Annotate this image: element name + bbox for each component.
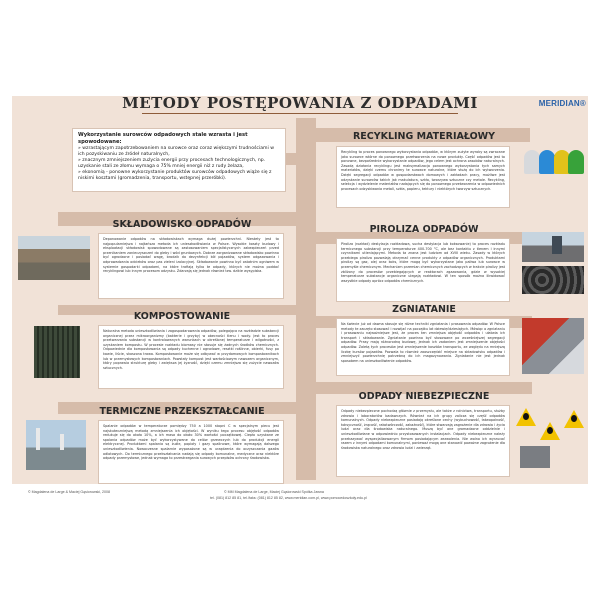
section-title-zgniatanie: ZGNIATANIE (392, 304, 456, 315)
tires-image (522, 266, 584, 294)
section-title-recykling: RECYKLING MATERIAŁOWY (352, 131, 496, 142)
footer-copyright: © Magdalena de Large & Maciej Gąsiorowski, 2008 (28, 490, 110, 494)
title-divider (142, 113, 458, 114)
footer-contact: tel. (081) 812 85 81, tel./faks: (081) 812 85 82, www.meridian.com.pl, www.pomocedoszkoły.edu.pl (210, 496, 367, 500)
intro-box (72, 128, 286, 192)
intro-heading: Wykorzystanie surowców odpadowych stale wzrasta i jest spowodowane: (78, 132, 248, 145)
section-text-niebezpieczne: Odpady niebezpieczne pochodzą głównie z przemysłu, ale także z rolnictwa, transportu, służby zdrowia i laboratoriów badawczych. Również na ich grupy zalicza się część odpadów komunalnych. Odpady niebezpieczne posiadają określone cechy (wybuchowość, łatwopalność, toksyczność, żrącość, rakotwórczość, zakaźność), które stwarzają zagrożenie dla zdrowia i życia ludzi oraz dla środowiska naturalnego. Muszą być one gromadzone oddzielnie i unieszkodliwiane w odpowiednio przystosowanych instalacjach. Odpady niebezpieczne należy przekazywać wyspecjalizowanym firmom posiadającym zezwolenia. Nie wolno ich wyrzucać razem z innymi odpadami komunalnymi, ponieważ mogą one stanowić poważne zagrożenie dla środowiska naturalnego oraz zdrowia ludzi i zwierząt. (336, 405, 510, 477)
section-title-piroliza: PIROLIZA ODPADÓW (369, 224, 479, 235)
section-text-piroliza: Piroliza (rozkład) destylacja rozkładowa, sucha destylacja lub koksowanie) to proces rozkładu termicznego substancji przy temperaturze 400-700 °C, ale bez kontaktu z tlenem i innymi czynnikami utleniającymi. Metoda ta znana jest ludziom od XVIII wieku. Zasady w których przebiega piroliza pozwalają otrzymać cenne produkty z odpadów organicznych. Produktami pirolizy są gaz, olej oraz koks, które mogą być wykorzystane jako paliwa lub surowce w przemyśle chemicznym. Mechanizm przemian chemicznych zachodzących w trakcie pirolizy jest zbliżony do procesów przebiegających w reaktorach zgazowania, gdzie w wysokiej temperaturze substancje organiczne ulegają rozkładowi. W ten sposób można likwidować wszystkie odpady oprócz odpadów chemicznych. (336, 238, 510, 302)
connector-intro (286, 153, 298, 165)
compactor-image (522, 318, 584, 374)
intro-bullet: » ekonomią - ponowne wykorzystanie produktów surowców odpadowych wiąże się z niskimi kosztami (gromadzenia, transportu, wstępnej przeróbki). (78, 170, 272, 181)
recycling-bins-image (522, 144, 584, 176)
barrels-icon (520, 446, 550, 468)
hazard-icon (540, 422, 560, 440)
section-text-zgniatanie: Na świecie już od dawna stosuje się różne techniki zgniatania i prasowania odpadów. W Polsce metody te zaczęto stosować i rozwijać na początku lat dziewięćdziesiątych. Mówiąc o zgniataniu i prasowaniu najważniejsze jest, że proces ten zmniejsza objętość odpadów i ułatwia ich transport i składowanie. Zgniatanie powinno być stosowane po wcześniejszej segregacji odpadów. Prasy mają różnorodną budowę, jednak ich zadaniem jest zmniejszenie objętości odpadów. Zaletą tych procesów jest zmniejszenie kosztów transportu, ze względu na mniejszą liczbę kursów pojazdów. Pozwala to również zaoszczędzić miejsce na składowisku odpadów i zmniejszyć powierzchnię potrzebną do ich magazynowania. Zgniatanie nie jest jednak sposobem na unieszkodliwienie odpadów. (336, 318, 510, 376)
pyrolysis-plant-image (522, 232, 584, 262)
bin-icon (524, 150, 540, 174)
section-text-kompostowanie: Naturalna metoda unieszkodliwiania i zagospodarowania odpadów, polegająca na rozkładzie substancji organicznej przez mikroorganizmy (bakterie i grzyby) w obecności tlenu i wody. Jest to proces przetwarzania substancji w kontrolowanych warunkach w określonej temperaturze i wilgotności, z uzyskaniem kompostu. W procesie rozkładu biomasy nie stosuje się żadnych środków chemicznych. Odpowiednie dla kompostowania są odpady kuchenne i ogrodowe, resztki roślinne, obierki, fusy po kawie, liście, skoszona trawa. Kompostowanie może się odbywać w przydomowych kompostownikach lub w przemysłowych kompostowniach. Powstały kompost jest wartościowym nawozem organicznym, który poprawia strukturę gleby i zwiększa jej żyzność, dzięki czemu zmniejsza się zużycie nawozów sztucznych. (98, 325, 284, 389)
intro-bullet: » wzrastającym zapotrzebowaniem na surowce oraz coraz większymi trudnościami w ich pozyskiwaniu ze źródeł naturalnych, (78, 146, 274, 157)
section-text-termiczne: Spalanie odpadów w temperaturze pomiędzy 750 a 1000 stopni C w specjalnym piecu jest najskuteczniejszą metodą zmniejszenia ich objętości. W wyniku tego procesu objętość odpadów redukuje się do około 10%, a ich masa do około 30% wartości początkowej. Ciepło uzyskane ze spalania odpadów może być wykorzystywane do celów grzewczych lub do produkcji energii elektrycznej. Produktami spalania są żużle, popioły i gazy spalinowe, które wymagają dalszego unieszkodliwienia. Nowoczesne spalarnie wyposażone są w urządzenia do oczyszczania gazów odlotowych. Do termicznego przekształcania nadają się odpady komunalne, medyczne oraz niektóre odpady przemysłowe, jednak wymaga to przestrzegania surowych przepisów ochrony środowiska. (98, 420, 284, 484)
brand-logo: MERIDIAN® (538, 99, 586, 108)
central-connector (296, 118, 316, 480)
compost-bin-image (34, 326, 80, 378)
chimney-icon (60, 434, 64, 450)
bin-icon (539, 150, 555, 174)
landfill-image (18, 236, 90, 280)
section-title-termiczne: TERMICZNE PRZEKSZTAŁCANIE (99, 406, 265, 417)
section-text-recykling: Recykling to proces ponownego wykorzystania odpadów, w którym zużyte wyroby są zwracane jako surowce wtórne do ponownego przetworzenia na nowe produkty. Część odpadów jest to ponowne, bezpośrednie wykorzystanie odpadów, jego celem jest ochrona zasobów naturalnych. Zasadą działania recyklingu jest maksymalizacja ponownego wykorzystania tych samych materiałów, dzięki czemu chronimy te surowce naturalne, które służą do ich wytworzenia. Dzięki segregacji odpadów w gospodarstwach domowych i zakładach pracy, możliwe jest odzyskanie surowców takich jak makulatura, szkło, tworzywa sztuczne czy metale. Recykling, selekcja i wydzielenie materiałów nadających się do ponownego przetworzenia w odpowiednich procesach odzyskiwania metali, szkła, papieru, tektury i niektórych tworzyw sztucznych. (336, 146, 510, 208)
page-title: METODY POSTĘPOWANIA Z ODPADAMI (122, 94, 478, 112)
bin-icon (568, 150, 584, 174)
hazard-icon (516, 408, 536, 426)
incinerator-image (26, 420, 86, 470)
section-text-skladowisko: Deponowanie odpadów na składowiskach wymaga dużej powierzchni. Niestety jest to najpopularniejsza i najtańsza metoda ich unieszkodliwiania w Polsce. Wysokie koszty budowy i eksploatacji składowisk spowodowane są zastosowaniem specjalistycznych zabezpieczeń przed przenikaniem zanieczyszczeń do gleby i wód gruntowych. Dobrze zorganizowane składowisko powinno być ogrodzone i posiadać wagę, brodzik do dezynfekcji kół pojazdów, system odgazowania i odprowadzania odcieków oraz pas zieleni izolacyjnej. Składowanie powinno być ostatnim ogniwem w systemie gospodarki odpadami, na które trafiają tylko te odpady, których nie można poddać recyklingowi lub innym procesom odzysku. Zdarzają się jednak również tzw. dzikie wysypiska. (98, 233, 284, 299)
footer-publisher: © MM Magdalena de Large, Maciej Gąsiorowski Spółka Jawna (224, 490, 324, 494)
section-title-niebezpieczne: ODPADY NIEBEZPIECZNE (358, 391, 490, 402)
chimney-icon (36, 428, 40, 450)
hazard-icon (564, 410, 584, 428)
chimney-icon (552, 236, 562, 254)
section-title-kompostowanie: KOMPOSTOWANIE (133, 311, 231, 322)
section-title-skladowisko: SKŁADOWISKO ODPADÓW (112, 219, 252, 230)
intro-bullet: » znacznym zmniejszeniem zużycia energii przy procesach technologicznych, np. uzyskanie stali ze złomu wymaga o 75% mniej energii niż z rudy żelaza, (78, 158, 266, 169)
hazard-signs-image (514, 408, 588, 470)
